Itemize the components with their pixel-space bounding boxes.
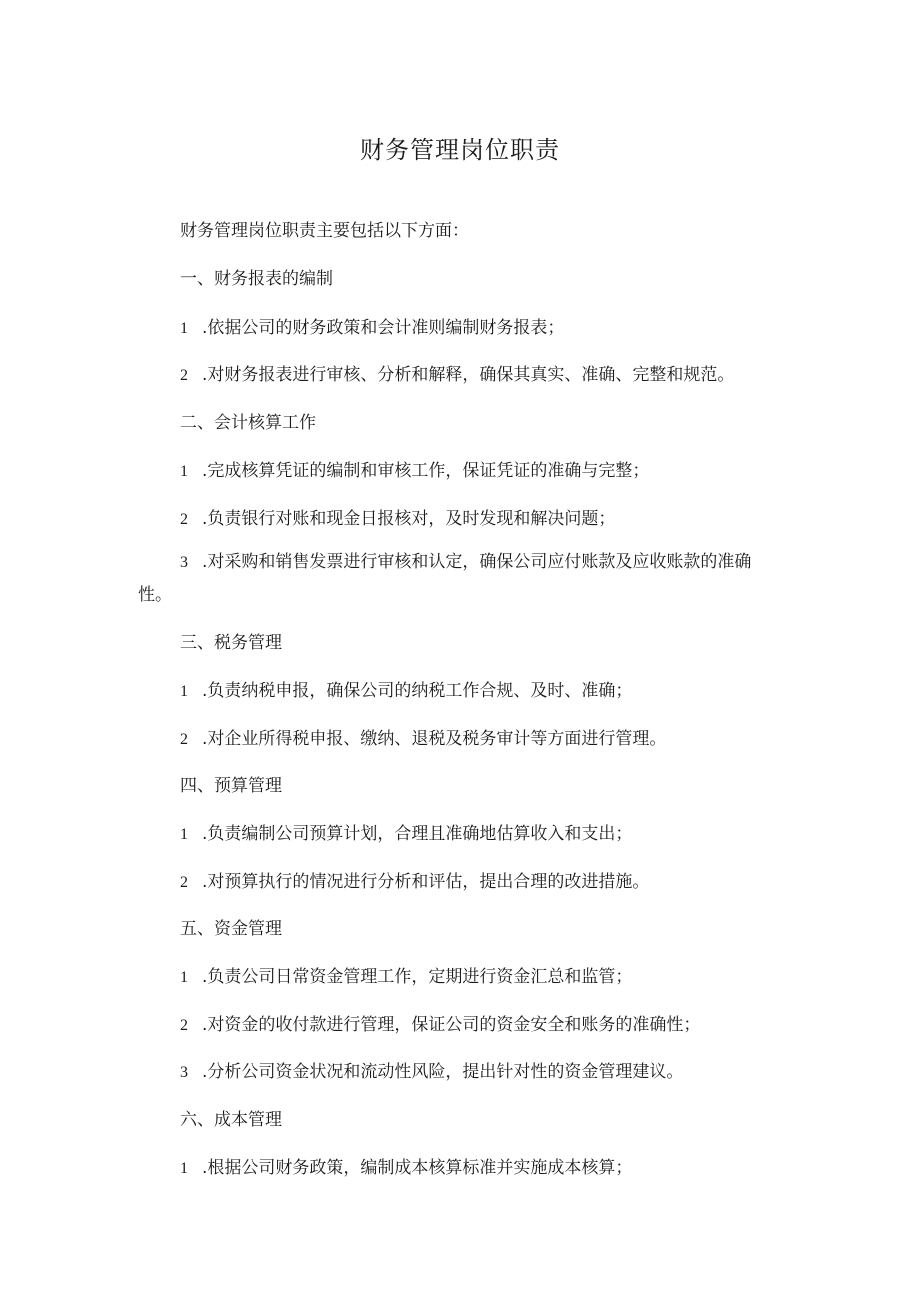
page-title: 财务管理岗位职责 — [360, 136, 560, 164]
section-heading: 二、会计核算工作 — [180, 413, 316, 433]
list-item — [180, 360, 734, 385]
list-item — [180, 1057, 683, 1082]
item-number: 2 — [180, 367, 188, 384]
intro-paragraph: 财务管理岗位职责主要包括以下方面： — [180, 221, 469, 241]
section-heading: 四、预算管理 — [180, 776, 282, 796]
list-item — [180, 504, 615, 529]
list-item — [180, 819, 632, 844]
item-text: .负责编制公司预算计划，合理且准确地估算收入和支出； — [202, 824, 633, 844]
item-text: .负责银行对账和现金日报核对，及时发现和解决问题； — [202, 509, 616, 529]
item-number: 2 — [180, 511, 188, 528]
item-number: 2 — [180, 874, 188, 891]
item-text: .根据公司财务政策，编制成本核算标准并实施成本核算； — [202, 1158, 633, 1178]
list-item — [180, 962, 632, 987]
list-item — [180, 676, 632, 701]
item-text: .对预算执行的情况进行分析和评估，提出合理的改进措施。 — [202, 872, 650, 892]
item-number: 1 — [180, 683, 188, 700]
item-number: 2 — [180, 1017, 188, 1034]
section-heading: 六、成本管理 — [180, 1110, 282, 1130]
item-text: .对采购和销售发票进行审核和认定，确保公司应付账款及应收账款的准确性。 — [138, 552, 752, 605]
item-number: 3 — [180, 1064, 188, 1081]
item-number: 1 — [180, 463, 188, 480]
list-item — [180, 1010, 700, 1035]
item-text: .分析公司资金状况和流动性风险，提出针对性的资金管理建议。 — [202, 1062, 684, 1082]
item-number: 1 — [180, 969, 188, 986]
item-text: .依据公司的财务政策和会计准则编制财务报表； — [202, 318, 565, 338]
item-text: .对资金的收付款进行管理，保证公司的资金安全和账务的准确性； — [202, 1015, 701, 1035]
item-text: .完成核算凭证的编制和审核工作，保证凭证的准确与完整； — [202, 461, 650, 481]
list-item — [180, 456, 649, 481]
section-heading: 五、资金管理 — [180, 919, 282, 939]
list-item — [180, 867, 649, 892]
item-number: 2 — [180, 731, 188, 748]
item-text: .对企业所得税申报、缴纳、退税及税务审计等方面进行管理。 — [202, 729, 667, 749]
list-item — [180, 1153, 632, 1178]
item-number: 1 — [180, 320, 188, 337]
item-number: 1 — [180, 826, 188, 843]
list-item — [138, 546, 758, 611]
item-text: .对财务报表进行审核、分析和解释，确保其真实、准确、完整和规范。 — [202, 365, 735, 385]
item-text: .负责纳税申报，确保公司的纳税工作合规、及时、准确； — [202, 681, 633, 701]
list-item — [180, 313, 564, 338]
item-text: .负责公司日常资金管理工作，定期进行资金汇总和监管； — [202, 967, 633, 987]
item-number: 3 — [180, 554, 188, 571]
list-item — [180, 724, 666, 749]
section-heading: 三、税务管理 — [180, 633, 282, 653]
section-heading: 一、财务报表的编制 — [180, 269, 333, 289]
item-number: 1 — [180, 1160, 188, 1177]
